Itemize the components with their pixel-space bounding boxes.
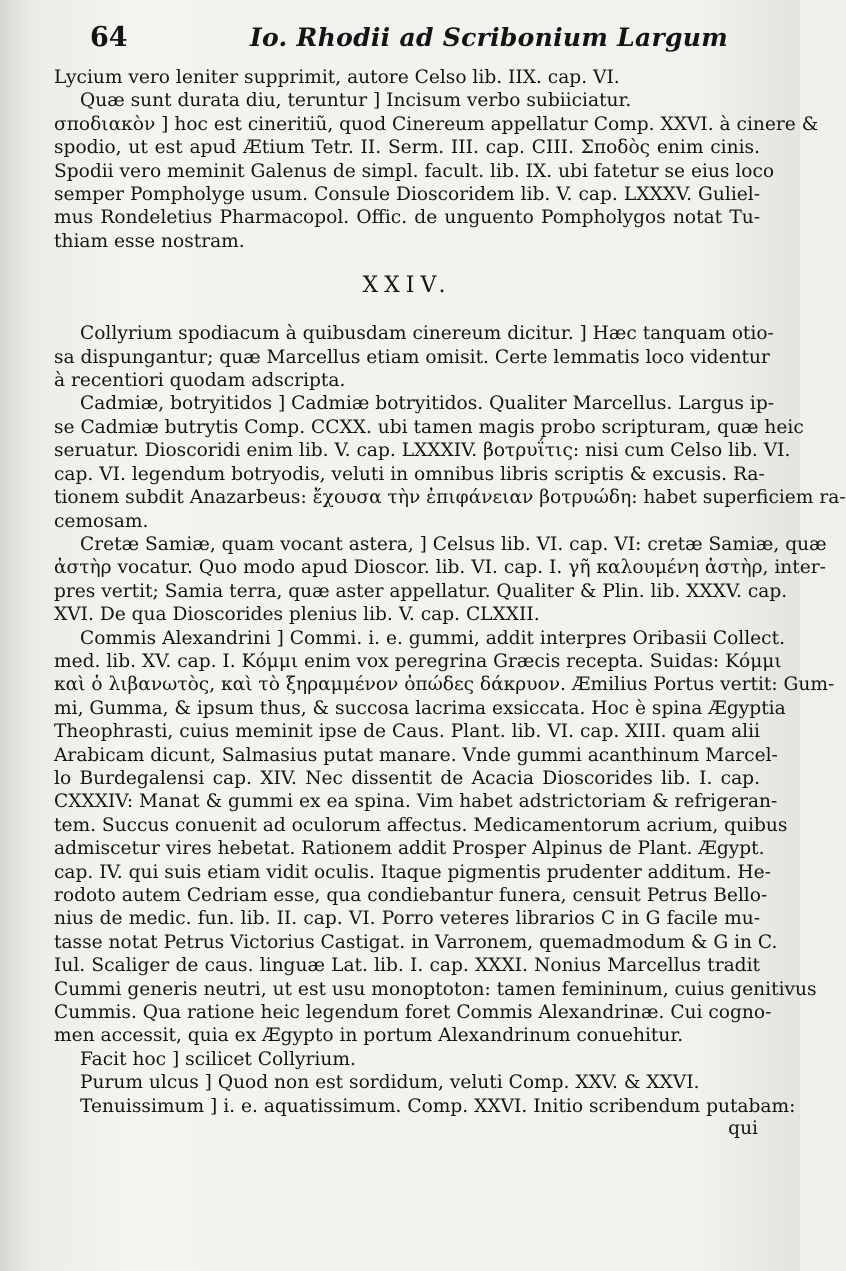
text-line: Cretæ Samiæ, quam vocant astera, ] Celsus lib. VI. cap. VI: cretæ Samiæ, quæ — [80, 533, 827, 555]
text-line: nius de medic. fun. lib. II. cap. VI. Porro veteres librarios C in G facile mu- — [54, 908, 760, 930]
text-line: σποδιακὸν ] hoc est cineritiũ, quod Cinereum appellatur Comp. XXVI. à cinere & — [54, 113, 819, 135]
text-line: rodoto autem Cedriam esse, qua condiebantur funera, censuit Petrus Bello- — [54, 885, 768, 906]
text-line: καὶ ὁ λιβανωτὸς, καὶ τὸ ξηραμμένον ὀπώδες δάκρυον. Æmilius Portus vertit: Gum- — [54, 674, 835, 696]
catchword: qui — [728, 1118, 758, 1140]
paragraph — [54, 533, 827, 627]
text-line: Theophrasti, cuius meminit ipse de Caus. Plant. lib. VI. cap. XIII. quam alii — [54, 721, 760, 743]
paragraph — [54, 392, 846, 532]
text-line: Cummis. Qua ratione heic legendum foret Commis Alexandrinæ. Cui cogno- — [54, 1002, 772, 1024]
text-block-main — [54, 322, 846, 1118]
text-line: tem. Succus conuenit ad oculorum affectus. Medicamentorum acrium, quibus — [54, 814, 788, 836]
text-line: Lycium vero leniter supprimit, autore Celso lib. IIX. cap. VI. — [54, 67, 620, 88]
text-line: med. lib. XV. cap. I. Κόμμι enim vox peregrina Græcis recepta. Suidas: Κόμμι — [54, 650, 782, 672]
text-line: spodio, ut est apud Ætium Tetr. II. Serm. III. cap. CIII. Σποδὸς enim cinis. — [54, 137, 760, 159]
paragraph — [54, 1071, 760, 1094]
paragraph — [54, 66, 760, 89]
paragraph — [54, 1095, 796, 1118]
page-number: 64 — [90, 22, 128, 53]
text-line: tionem subdit Anazarbeus: ἔχουσα τὴν ἐπιφάνειαν βοτρυώδη: habet superficiem ra- — [54, 487, 846, 509]
text-line: se Cadmiæ butrytis Comp. CCXX. ubi tamen magis probo scripturam, quæ heic — [54, 416, 804, 438]
text-line: Iul. Scaliger de caus. linguæ Lat. lib. I. cap. XXXI. Nonius Marcellus tradit — [54, 955, 760, 977]
text-line: mi, Gumma, & ipsum thus, & succosa lacrima exsiccata. Hoc è spina Ægyptia — [54, 697, 786, 719]
paragraph — [54, 89, 760, 112]
text-line: admiscetur vires hebetat. Rationem addit Prosper Alpinus de Plant. Ægypt. — [54, 838, 765, 860]
text-line: Commis Alexandrini ] Commi. i. e. gummi, addit interpres Oribasii Collect. — [80, 627, 785, 649]
text-line: Tenuissimum ] i. e. aquatissimum. Comp. XXVI. Initio scribendum putabam: — [80, 1095, 796, 1117]
text-line: semper Pompholyge usum. Consule Dioscoridem lib. V. cap. LXXXV. Guliel- — [54, 184, 760, 206]
running-title: Io. Rhodii ad Scribonium Largum — [250, 23, 728, 52]
text-line: ἀστὴρ vocatur. Quo modo apud Dioscor. lib. VI. cap. I. γῆ καλουμένη ἀστὴρ, inter- — [54, 557, 826, 579]
text-line: XVI. De qua Dioscorides plenius lib. V. cap. CLXXII. — [54, 604, 540, 626]
paragraph — [54, 322, 774, 392]
text-line: Cummi generis neutri, ut est usu monoptoton: tamen femininum, cuius genitivus — [54, 978, 817, 1000]
text-line: men accessit, quia ex Ægypto in portum Alexandrinum conuehitur. — [54, 1025, 684, 1047]
section-heading: XXIV. — [362, 273, 452, 299]
text-line: cemosam. — [54, 510, 149, 532]
text-line: CXXXIV: Manat & gummi ex ea spina. Vim habet adstrictoriam & refrigeran- — [54, 791, 778, 813]
text-line: thiam esse nostram. — [54, 230, 245, 252]
text-line: cap. VI. legendum botryodis, veluti in omnibus libris scriptis & excusis. Ra- — [54, 463, 765, 485]
text-line: lo Burdegalensi cap. XIV. Nec dissentit de Acacia Dioscorides lib. I. cap. — [54, 767, 760, 789]
text-block-top — [54, 66, 819, 253]
text-line: à recentiori quodam adscripta. — [54, 370, 346, 392]
page-header — [54, 22, 760, 66]
text-line: Facit hoc ] scilicet Collyrium. — [80, 1048, 356, 1070]
text-line: Cadmiæ, botryitidos ] Cadmiæ botryitidos. Qualiter Marcellus. Largus ip- — [80, 393, 775, 415]
text-line: cap. IV. qui suis etiam vidit oculis. Itaque pigmentis prudenter additum. He- — [54, 861, 771, 883]
text-line: Arabicam dicunt, Salmasius putat manare. Vnde gummi acanthinum Marcel- — [54, 744, 778, 766]
text-line: Collyrium spodiacum à quibusdam cinereum dicitur. ] Hæc tanquam otio- — [80, 323, 774, 345]
text-line: pres vertit; Samia terra, quæ aster appellatur. Qualiter & Plin. lib. XXXV. cap. — [54, 580, 788, 602]
text-line: mus Rondeletius Pharmacopol. Offic. de unguento Pompholygos notat Tu- — [54, 207, 760, 229]
text-line: sa dispungantur; quæ Marcellus etiam omisit. Certe lemmatis loco videntur — [54, 346, 770, 368]
text-line: Spodii vero meminit Galenus de simpl. facult. lib. IX. ubi fatetur se eius loco — [54, 160, 775, 182]
text-line: tasse notat Petrus Victorius Castigat. in Varronem, quemadmodum & G in C. — [54, 931, 778, 953]
paragraph — [54, 1048, 760, 1071]
text-line: Purum ulcus ] Quod non est sordidum, veluti Comp. XXV. & XXVI. — [80, 1072, 700, 1094]
text-line: seruatur. Dioscoridi enim lib. V. cap. LXXXIV. βοτρυΐτις: nisi cum Celso lib. VI. — [54, 440, 791, 462]
paragraph — [54, 113, 819, 253]
paragraph — [54, 627, 835, 1048]
text-line: Quæ sunt durata diu, teruntur ] Incisum verbo subiiciatur. — [80, 90, 632, 112]
